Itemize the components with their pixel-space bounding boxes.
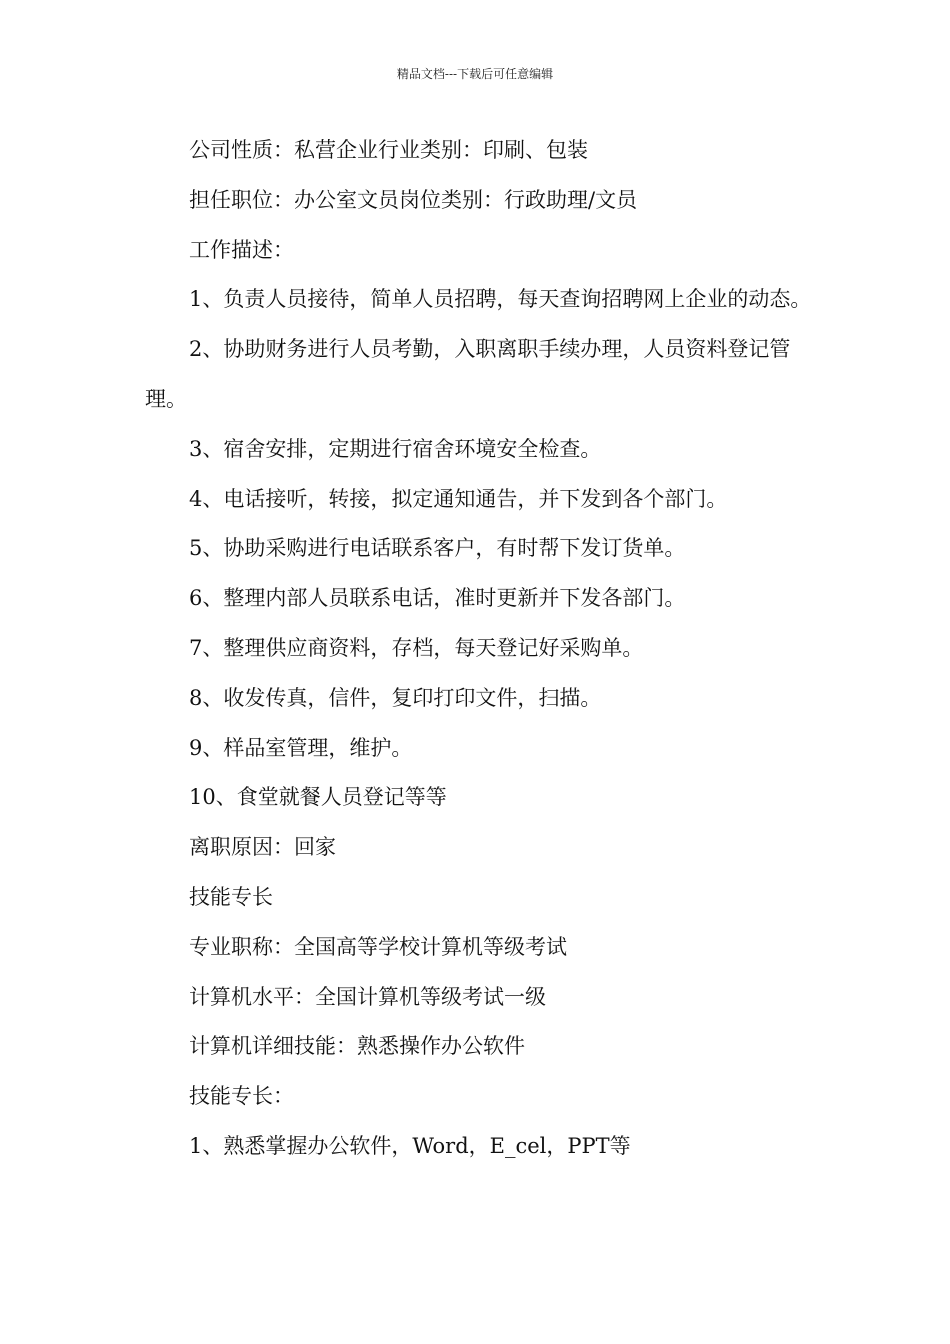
paragraph-professional-title: 专业职称：全国高等学校计算机等级考试 bbox=[189, 934, 567, 959]
paragraph-skills-heading: 技能专长 bbox=[189, 884, 273, 909]
paragraph-duty-7: 7、整理供应商资料，存档，每天登记好采购单。 bbox=[189, 635, 644, 660]
paragraph-duty-1: 1、负责人员接待，简单人员招聘，每天查询招聘网上企业的动态。 bbox=[189, 287, 812, 312]
paragraph-leaving-reason: 离职原因：回家 bbox=[189, 835, 336, 860]
paragraph-duty-4: 4、电话接听，转接，拟定通知通告，并下发到各个部门。 bbox=[189, 486, 728, 511]
paragraph-job-description-heading: 工作描述： bbox=[189, 237, 294, 262]
paragraph-duty-6: 6、整理内部人员联系电话，准时更新并下发各部门。 bbox=[189, 586, 686, 611]
paragraph-computer-skills: 计算机详细技能：熟悉操作办公软件 bbox=[189, 1034, 525, 1059]
paragraph-position: 担任职位：办公室文员岗位类别：行政助理/文员 bbox=[189, 187, 638, 212]
paragraph-duty-3: 3、宿舍安排，定期进行宿舍环境安全检查。 bbox=[189, 436, 602, 461]
document-body bbox=[145, 126, 825, 1172]
paragraph-duty-8: 8、收发传真，信件，复印打印文件，扫描。 bbox=[189, 685, 602, 710]
paragraph-duty-5: 5、协助采购进行电话联系客户，有时帮下发订货单。 bbox=[189, 536, 686, 561]
paragraph-duty-2: 2、协助财务进行人员考勤，入职离职手续办理，人员资料登记管理。 bbox=[145, 337, 791, 411]
paragraph-duty-10: 10、食堂就餐人员登记等等 bbox=[189, 785, 447, 810]
paragraph-duty-9: 9、样品室管理，维护。 bbox=[189, 735, 413, 760]
paragraph-computer-level: 计算机水平：全国计算机等级考试一级 bbox=[189, 984, 546, 1009]
paragraph-skills-subheading: 技能专长： bbox=[189, 1084, 294, 1109]
paragraph-skill-1: 1、熟悉掌握办公软件，Word，E_cel，PPT等 bbox=[189, 1133, 631, 1158]
page-header: 精品文档---下载后可任意编辑 bbox=[396, 67, 554, 81]
paragraph-company-nature: 公司性质：私营企业行业类别：印刷、包装 bbox=[189, 138, 588, 162]
